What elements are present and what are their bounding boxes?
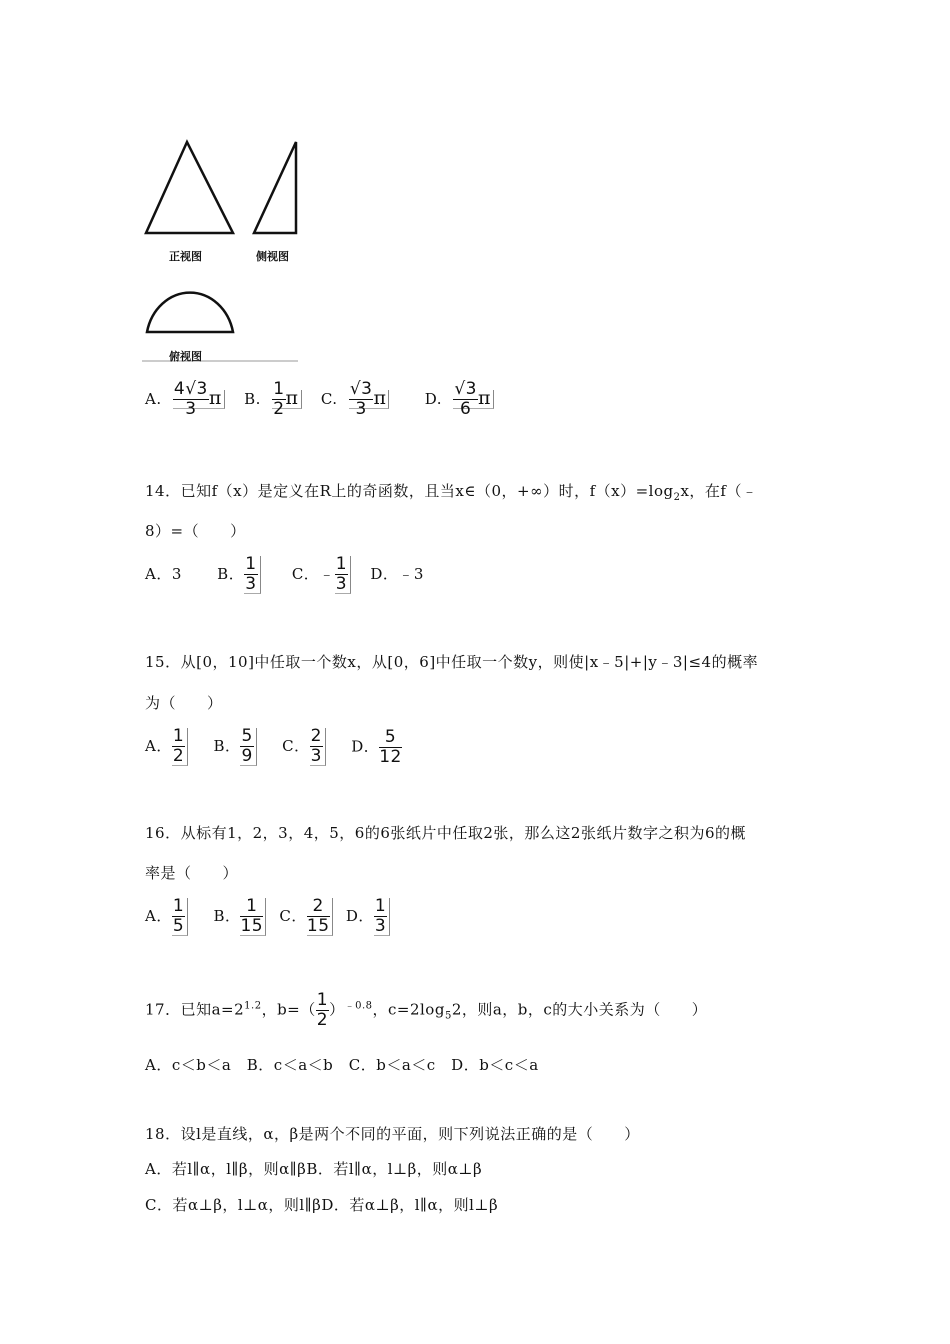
q13-option-b: B. $\frac{1}{2}$ π: [244, 381, 301, 418]
fraction: $\frac{4√3}{3}$: [173, 379, 208, 419]
q15-stem-line1: 15．从[0，10]中任取一个数x，从[0，6]中任取一个数y，则使|x﹣5|+|y﹣3|≤4的概率: [145, 653, 759, 671]
q14-stem-line2: 8）=（ ）: [145, 522, 246, 540]
fraction: $\frac{1}{3}$: [244, 556, 260, 594]
q13-options: [145, 381, 508, 418]
fraction: $\frac{1}{2}$: [172, 728, 188, 766]
q14-stem-line1: 14．已知f（x）是定义在R上的奇函数，且当x∈（0，+∞）时，$f(x)=\log_2x$，在f（﹣: [145, 482, 758, 503]
side-view-label: 侧视图: [256, 250, 289, 263]
q14-option-a: A．3: [145, 565, 182, 583]
fraction: $\frac{1}{3}$: [374, 898, 390, 936]
side-view-triangle: [254, 142, 296, 233]
fraction: $\frac{1}{2}$: [316, 990, 329, 1030]
q16-stem-line1: 16．从标有1，2，3，4，5，6的6张纸片中任取2张，那么这2张纸片数字之积为6的概: [145, 824, 747, 842]
q13-option-a: A. $\frac{4√3}{3}$ π: [145, 381, 225, 418]
fraction: $\frac{5}{9}$: [240, 728, 256, 766]
q14-option-c: C．﹣ $\frac{1}{3}$: [292, 556, 351, 594]
fraction: $\frac{1}{5}$: [172, 898, 188, 936]
q18-stem: 18．设l是直线，α，β是两个不同的平面，则下列说法正确的是（ ）: [145, 1125, 640, 1143]
fraction: $\frac{5}{12}$: [379, 726, 402, 767]
q18-options-line2: C．若α⊥β，l⊥α，则l∥βD．若α⊥β，l∥α，则l⊥β: [145, 1196, 499, 1214]
fraction: $\frac{√3}{3}$: [349, 379, 373, 419]
q14-option-d: D．﹣3: [370, 565, 424, 583]
front-view-label: 正视图: [169, 250, 202, 263]
q16-option-a: A． $\frac{1}{5}$: [145, 898, 188, 936]
q14-options: [145, 556, 438, 594]
fraction: $\frac{1}{15}$: [240, 898, 266, 936]
q13-d-expr: $\frac{√3}{6}$ π: [453, 390, 494, 409]
q16-stem-line2: 率是（ ）: [145, 864, 239, 882]
top-view-label: 俯视图: [169, 350, 202, 363]
q15-option-c: C． $\frac{2}{3}$: [282, 728, 326, 766]
q15-stem-line2: 为（ ）: [145, 694, 223, 712]
fraction: $\frac{1}{3}$: [335, 556, 351, 594]
q13-b-expr: $\frac{1}{2}$ π: [272, 390, 301, 409]
q13-a-expr: $\frac{4√3}{3}$ π: [173, 390, 225, 409]
q15-option-b: B． $\frac{5}{9}$: [213, 728, 256, 766]
top-view-semicircle: [147, 293, 233, 332]
q17-options: A．c＜b＜a B．c＜a＜b C．b＜a＜c D．b＜c＜a: [145, 1056, 539, 1074]
q18-options-line1: A．若l∥α，l∥β，则α∥βB．若l∥α，l⊥β，则α⊥β: [145, 1160, 483, 1178]
q16-options: [145, 898, 404, 936]
fraction: $\frac{√3}{6}$: [454, 379, 477, 419]
q15-option-a: A． $\frac{1}{2}$: [145, 728, 188, 766]
fraction: $\frac{2}{3}$: [310, 728, 326, 766]
q13-option-c: C. $\frac{√3}{3}$ π: [321, 381, 390, 418]
q16-option-b: B． $\frac{1}{15}$: [213, 898, 266, 936]
three-view-figure: [140, 130, 305, 365]
q15-options: [145, 728, 416, 766]
fraction: $\frac{1}{2}$: [273, 379, 285, 419]
q16-option-d: D． $\frac{1}{3}$: [346, 898, 390, 936]
q14-option-b: B． $\frac{1}{3}$: [217, 556, 260, 594]
front-view-triangle: [146, 142, 233, 233]
q15-option-d: D． $\frac{5}{12}$: [351, 726, 402, 767]
fraction: $\frac{2}{15}$: [307, 898, 333, 936]
q13-c-expr: $\frac{√3}{3}$ π: [349, 390, 390, 409]
q17-stem: 17．已知$a=2^{1.2}$，b=（ $\frac{1}{2}$ ）$^{﹣0.8}$，$c=2\log_52$，则a，b，c的大小关系为（ ）: [145, 990, 708, 1030]
q13-option-d: D. $\frac{√3}{6}$ π: [425, 381, 494, 418]
q16-option-c: C． $\frac{2}{15}$: [279, 898, 332, 936]
